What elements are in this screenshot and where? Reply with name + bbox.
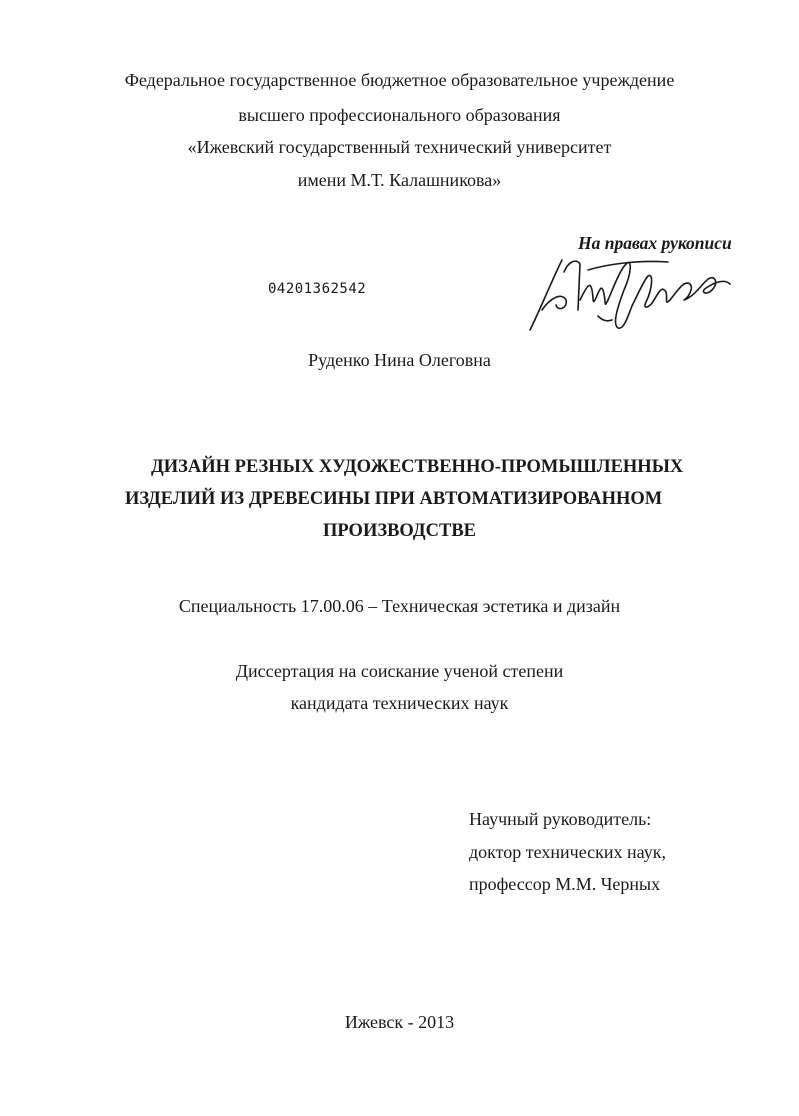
degree-line-2: кандидата технических наук bbox=[290, 693, 509, 713]
institution-line-2: высшего профессионального образования bbox=[238, 105, 561, 125]
degree-line-1: Диссертация на соискание ученой степени bbox=[235, 661, 564, 681]
institution-line-1: Федеральное государственное бюджетное образовательное учреждение bbox=[124, 70, 675, 90]
manuscript-rights-label: На правах рукописи bbox=[578, 233, 732, 253]
author-name: Руденко Нина Олеговна bbox=[308, 350, 491, 370]
catalog-number: 04201362542 bbox=[268, 281, 367, 297]
supervisor-name: профессор М.М. Черных bbox=[469, 874, 661, 894]
supervisor-label: Научный руководитель: bbox=[469, 809, 652, 829]
title-line-2: ИЗДЕЛИЙ ИЗ ДРЕВЕСИНЫ ПРИ АВТОМАТИЗИРОВАННОМ bbox=[125, 489, 663, 509]
place-year: Ижевск - 2013 bbox=[344, 1012, 455, 1032]
specialty: Специальность 17.00.06 – Техническая эстетика и дизайн bbox=[178, 596, 621, 616]
title-line-3: ПРОИЗВОДСТВЕ bbox=[322, 521, 477, 541]
institution-line-3: «Ижевский государственный технический университет bbox=[187, 137, 612, 157]
institution-line-4: имени М.Т. Калашникова» bbox=[297, 170, 502, 190]
title-line-1: ДИЗАЙН РЕЗНЫХ ХУДОЖЕСТВЕННО-ПРОМЫШЛЕННЫХ bbox=[151, 457, 684, 477]
supervisor-degree: доктор технических наук, bbox=[469, 842, 666, 862]
signature-image bbox=[528, 250, 733, 332]
